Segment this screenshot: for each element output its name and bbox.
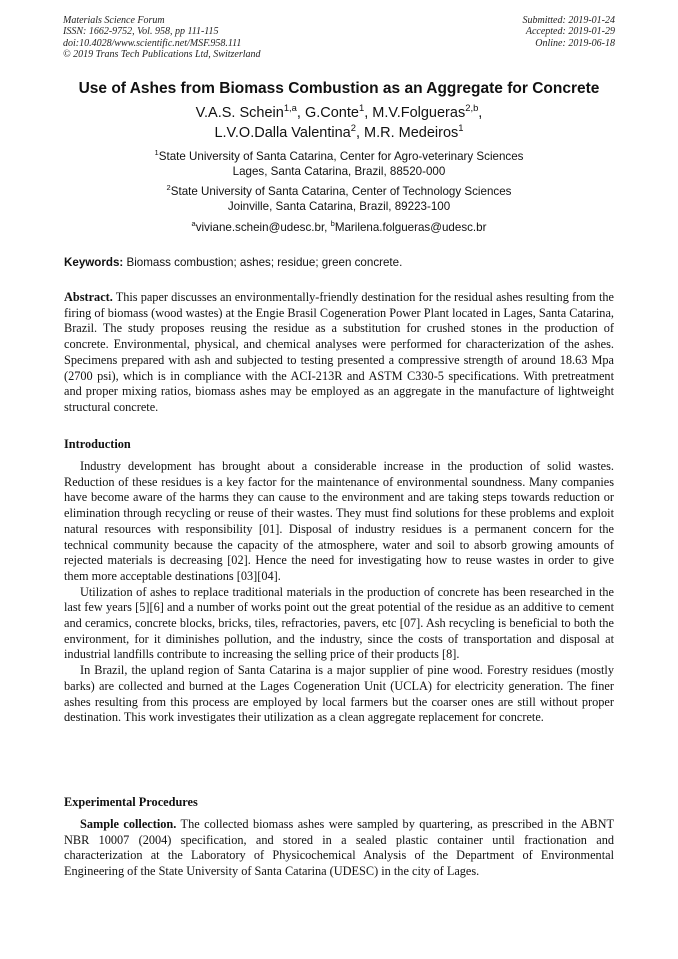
email-b[interactable]: Marilena.folgueras@udesc.br <box>334 221 487 234</box>
affiliation-2 <box>30 185 648 214</box>
paragraph: Utilization of ashes to replace traditional materials in the production of concrete has been researched in the last few years [5][6] and a number of works point out the great potential of the residue as an additive to cement and ceramics, concrete blocks, bricks, tiles, refractories, pavers, etc [07]. Ash recycling is beneficial to both the environment, for it diminishes pollution, and the industry, since the costs of transportation and disposal at industrial landfills contribute to increasing the selling price of their products [8]. <box>64 584 614 662</box>
experimental-body <box>64 817 614 880</box>
paragraph: Industry development has brought about a considerable increase in the production of solid wastes. Reduction of these residues is a key factor for the maintenance of environmental soundness. Many companies have become aware of the harms they can cause to the environment and are taking steps towards reduction or elimination through recycling or reuse of their wastes. They must find solutions for these problems and exploit natural resources with responsibility [01]. Disposal of industry residues is a permanent concern for the technical community because the capacity of the atmosphere, water and soil to absorb growing amounts of rejected materials is decreasing [02]. Hence the need for investigating how to reuse wastes in order to give them more acceptable destinations [03][04]. <box>64 459 614 583</box>
dates-info <box>523 15 616 49</box>
email-sup: b <box>330 219 335 229</box>
author-name: M.V.Folgueras <box>372 105 466 121</box>
issn: ISSN: 1662-9752, Vol. 958, pp 111-115 <box>63 26 219 38</box>
author-sup: 1 <box>358 102 365 114</box>
copyright: © 2019 Trans Tech Publications Ltd, Switzerland <box>63 48 261 60</box>
introduction-heading: Introduction <box>64 437 131 451</box>
journal-info <box>63 15 261 60</box>
submitted-date: Submitted: 2019-01-24 <box>522 15 615 26</box>
author-name: M.R. Medeiros <box>364 125 459 141</box>
accepted-date: Accepted: 2019-01-29 <box>525 26 615 38</box>
sample-collection-text: The collected biomass ashes were sampled by quartering, as prescribed in the ABNT NBR 10007 (2004) specification, and stored in a sealed plastic container until fractionation and characterization at the Laboratory of Physicochemical Analysis of the Department of Environmental Engineering of the State University of Santa Catarina (UDESC) in the city of Lages. <box>64 817 614 879</box>
paper-title: Use of Ashes from Biomass Combustion as an Aggregate for Concrete <box>78 80 600 97</box>
affiliation-line: State University of Santa Catarina, Center of Technology Sciences <box>170 185 512 198</box>
abstract-label: Abstract. <box>64 290 113 304</box>
journal-name: Materials Science Forum <box>63 15 165 26</box>
author-sup: 1,a <box>283 102 297 114</box>
online-date: Online: 2019-06-18 <box>535 37 615 49</box>
experimental-heading: Experimental Procedures <box>64 795 198 809</box>
affiliation-line: State University of Santa Catarina, Center for Agro-veterinary Sciences <box>158 150 524 163</box>
affiliation-line: Joinville, Santa Catarina, Brazil, 89223-100 <box>227 199 451 213</box>
email-sup: a <box>191 219 196 229</box>
affiliation-sup: 1 <box>154 148 159 158</box>
affiliation-line: Lages, Santa Catarina, Brazil, 88520-000 <box>232 164 446 178</box>
author-sup: 1 <box>458 122 464 134</box>
paragraph: In Brazil, the upland region of Santa Catarina is a major supplier of pine wood. Forestry residues (mostly barks) are collected and burned at the Lages Cogeneration Unit (UCLA) for electricity generation. The finer ashes resulting from this process are employed by local farmers but the coarser ones are still without proper destination. This work investigates their utilization as a clean aggregate replacement for concrete. <box>64 663 614 725</box>
introduction-body <box>64 459 614 726</box>
abstract-text: This paper discusses an environmentally-friendly destination for the residual ashes resulting from the firing of biomass (wood wastes) at the Engie Brasil Cogeneration Power Plant located in Lages, Santa Catarina, Brazil. The study proposes reusing the residue as a substitution for crushed stones in the production of concrete. Environmental, physical, and chemical analyses were performed for characterization of the ashes. Specimens prepared with ash and subjected to testing presented a compressive strength of around 18.63 Mpa (2700 psi), which is in compliance with the ACI-213R and ASTM C330-5 specifications. With pretreatment and proper mixing ratios, biomass ashes may be employed as an aggregate in the manufacture of lightweight structural concrete. <box>64 290 614 414</box>
sample-collection-label: Sample collection. <box>80 817 177 831</box>
author-name: V.A.S. Schein <box>195 105 284 121</box>
keywords <box>64 256 614 269</box>
author-name: L.V.O.Dalla Valentina <box>214 125 351 141</box>
affiliation-sup: 2 <box>166 183 171 193</box>
abstract <box>64 290 614 416</box>
affiliation-1 <box>30 150 648 179</box>
author-name: G.Conte <box>304 105 359 121</box>
email-a[interactable]: viviane.schein@udesc.br, <box>195 221 331 234</box>
keywords-text: Biomass combustion; ashes; residue; green concrete. <box>123 256 403 269</box>
keywords-label: Keywords: <box>64 256 124 269</box>
paragraph <box>64 817 614 880</box>
author-emails <box>30 221 648 234</box>
author-list: V.A.S. Schein$^{1,a}$, G.Conte$^1$, M.V.Folgueras$^{2,b}$, L.V.O.Dalla Valentina$^2$, M.R. Medeiros$^1$ <box>195 102 483 141</box>
author-sup: 2 <box>350 122 356 134</box>
author-sup: 2,b <box>465 102 479 114</box>
doi: doi:10.4028/www.scientific.net/MSF.958.111 <box>63 37 242 49</box>
